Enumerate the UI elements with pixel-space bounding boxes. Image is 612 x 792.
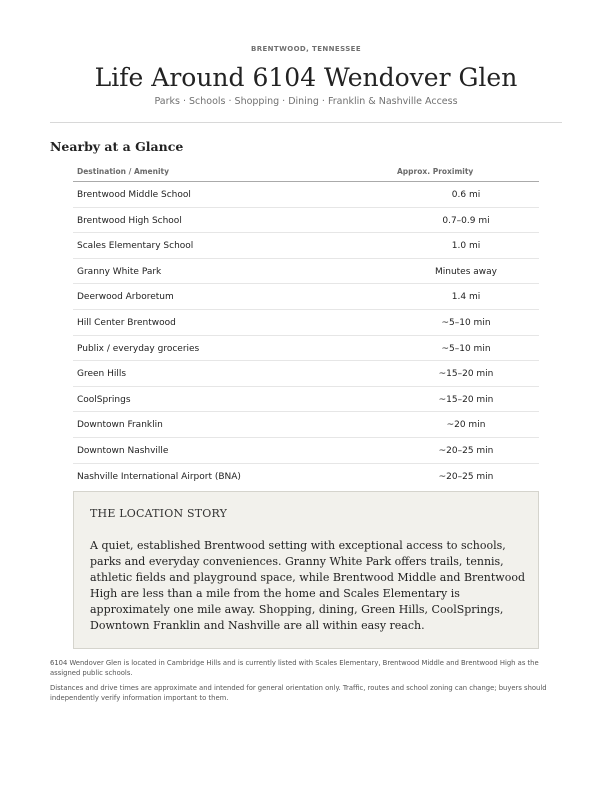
row-proximity: ~15–20 min bbox=[438, 394, 494, 405]
row-proximity: 1.0 mi bbox=[451, 241, 481, 252]
row-destination: Downtown Nashville bbox=[77, 445, 169, 456]
table-row bbox=[73, 438, 539, 464]
row-destination: Brentwood Middle School bbox=[77, 190, 191, 200]
header-divider bbox=[50, 122, 562, 123]
row-destination: Hill Center Brentwood bbox=[77, 317, 176, 328]
row-proximity: ~15–20 min bbox=[438, 369, 494, 380]
table-header bbox=[73, 162, 539, 182]
row-proximity: ~5–10 min bbox=[441, 317, 491, 328]
table-row bbox=[73, 259, 539, 285]
row-proximity: ~20 min bbox=[446, 420, 486, 431]
table-row bbox=[73, 336, 539, 362]
row-proximity: 0.7–0.9 mi bbox=[442, 215, 490, 226]
row-destination: Brentwood High School bbox=[77, 215, 182, 226]
row-destination: Deerwood Arboretum bbox=[77, 292, 174, 303]
table-row bbox=[73, 387, 539, 413]
table-row bbox=[73, 208, 539, 234]
table-row bbox=[73, 233, 539, 259]
row-proximity: 0.6 mi bbox=[451, 190, 481, 200]
row-destination: CoolSprings bbox=[77, 394, 131, 405]
location-eyebrow: BRENTWOOD, TENNESSEE bbox=[250, 45, 362, 53]
table-row bbox=[73, 464, 539, 489]
table-row bbox=[73, 310, 539, 336]
page-subtitle: Parks · Schools · Shopping · Dining · Franklin & Nashville Access bbox=[154, 96, 458, 107]
page-title: Life Around 6104 Wendover Glen bbox=[94, 63, 518, 92]
header-destination: Destination / Amenity bbox=[77, 167, 170, 176]
row-proximity: ~20–25 min bbox=[438, 471, 494, 482]
row-destination: Scales Elementary School bbox=[77, 241, 194, 252]
location-story-box bbox=[73, 491, 539, 649]
row-proximity: 1.4 mi bbox=[451, 292, 481, 303]
story-heading: THE LOCATION STORY bbox=[90, 507, 228, 520]
footnote-disclaimer: Distances and drive times are approximate and intended for general orientation only. Traffic, routes and school zoning can change; buyers should independently verify information important to them. bbox=[50, 684, 547, 702]
story-body: A quiet, established Brentwood setting with exceptional access to schools, parks and everyday conveniences. Granny White Park offers trails, tennis, athletic fields and playground space, while Brentwood Middle and Brentwood High are less than a mile from the home and Scales Elementary is approximately one mile away. Shopping, dining, Green Hills, CoolSprings, Downtown Franklin and Nashville are all within easy reach. bbox=[90, 539, 526, 632]
table-row bbox=[73, 361, 539, 387]
row-destination: Green Hills bbox=[77, 369, 127, 380]
row-destination: Downtown Franklin bbox=[77, 420, 163, 431]
section-title: Nearby at a Glance bbox=[50, 139, 184, 154]
row-proximity: ~5–10 min bbox=[441, 343, 491, 354]
row-destination: Granny White Park bbox=[77, 266, 162, 277]
footnote-schools: 6104 Wendover Glen is located in Cambridge Hills and is currently listed with Scales Elementary, Brentwood Middle and Brentwood High as the assigned public schools. bbox=[50, 659, 539, 677]
header-proximity: Approx. Proximity bbox=[397, 167, 474, 176]
row-proximity: ~20–25 min bbox=[438, 445, 494, 456]
row-destination: Publix / everyday groceries bbox=[77, 343, 200, 354]
row-destination: Nashville International Airport (BNA) bbox=[77, 471, 241, 482]
row-proximity: Minutes away bbox=[434, 266, 497, 277]
table-row bbox=[73, 182, 539, 208]
table-row bbox=[73, 412, 539, 438]
table-row bbox=[73, 284, 539, 310]
proximity-table bbox=[73, 162, 539, 488]
